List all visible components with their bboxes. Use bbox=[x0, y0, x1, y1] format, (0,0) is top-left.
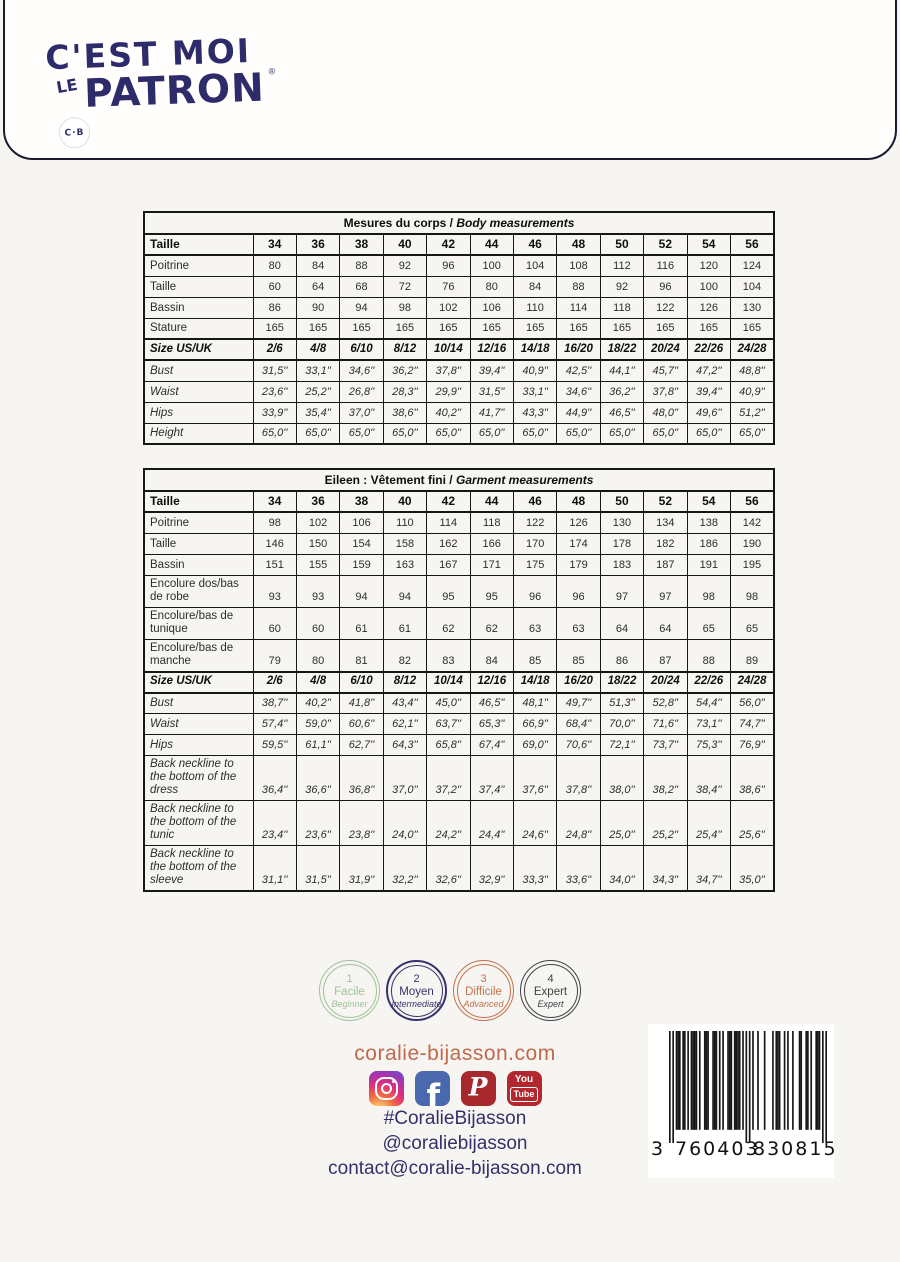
instagram-camera-lens bbox=[381, 1083, 392, 1094]
barcode-digit-first: 3 bbox=[651, 1138, 664, 1160]
hashtag-text: #CoralieBijasson bbox=[383, 1108, 527, 1129]
difficulty-levels bbox=[0, 960, 900, 1021]
pinterest-p-glyph: P bbox=[468, 1072, 488, 1102]
facebook-f-glyph: f bbox=[426, 1078, 441, 1106]
garment-measurements-table: Eileen : Vêtement fini / Garment measurements Taille 34 36 38 40 42 44 46 48 50 52 54 56 Poitrine 98 102 106 110 114 118 122 126 130 134 138 142 Taille 146 150 154 158 162 166 170 174 178 182 186 190 Bassin 151 155 159 163 167 171 175 179 183 187 191 195 Encolure dos/bas de robe 93 93 94 94 95 95 96 96 97 97 98 98 Encolure/bas de tunique 60 60 61 61 62 62 63 63 64 64 65 65 Encolure/bas de manche 79 80 81 82 83 84 85 85 86 87 88 89 Size US/UK 2/6 4/8 6/10 8/12 10/14 12/16 14/18 16/20 18/22 20/24 22/26 24/28 Bust 38,7'' 40,2'' 41,8'' 43,4'' 45,0'' 46,5'' 48,1'' 49,7'' 51,3'' 52,8'' 54,4'' 56,0'' Waist 57,4'' 59,0'' 60,6'' 62,1'' 63,7'' 65,3'' 66,9'' 68,4'' 70,0'' 71,6'' 73,1'' 74,7'' Hips 59,5'' 61,1'' 62,7'' 64,3'' 65,8'' 67,4'' 69,0'' 70,6'' 72,1'' 73,7'' 75,3'' 76,9'' Back neckline to the bottom of the dress 36,4'' 36,6'' 36,8'' 37,0'' 37,2'' 37,4'' 37,6'' 37,8'' 38,0'' 38,2'' 38,4'' 38,6'' Back neckline to the bottom of the tunic 23,4'' 23,6'' 23,8'' 24,0'' 24,2'' 24,4'' 24,6'' 24,8'' 25,0'' 25,2'' 25,4'' 25,6'' Back neckline to the bottom of the sleeve 31,1'' 31,5'' 31,9'' 32,2'' 32,6'' 32,9'' 33,3'' 33,6'' 34,0'' 34,3'' 34,7'' 35,0'' bbox=[143, 468, 775, 892]
level-badge-intermediate-selected bbox=[386, 960, 447, 1021]
brand-logo-le: LE bbox=[54, 74, 79, 98]
contact-email[interactable]: contact@coralie-bijasson.com bbox=[328, 1158, 582, 1179]
brand-stamp-seal: C·B bbox=[58, 117, 90, 149]
brand-logo-line2 bbox=[46, 65, 287, 118]
barcode-digits-right: 830815 bbox=[753, 1138, 838, 1160]
body-measurements-table: Mesures du corps / Body measurements Taille 34 36 38 40 42 44 46 48 50 52 54 56 Poitrine 80 84 88 92 96 100 104 108 112 116 120 124 Taille 60 64 68 72 76 80 84 88 92 96 100 104 Bassin 86 90 94 98 102 106 110 114 118 122 126 130 Stature 165 165 165 165 165 165 165 165 165 165 165 165 Size US/UK 2/6 4/8 6/10 8/12 10/14 12/16 14/18 16/20 18/22 20/24 22/26 24/28 Bust 31,5'' 33,1'' 34,6'' 36,2'' 37,8'' 39,4'' 40,9'' 42,5'' 44,1'' 45,7'' 47,2'' 48,8'' Waist 23,6'' 25,2'' 26,8'' 28,3'' 29,9'' 31,5'' 33,1'' 34,6'' 36,2'' 37,8'' 39,4'' 40,9'' Hips 33,9'' 35,4'' 37,0'' 38,6'' 40,2'' 41,7'' 43,3'' 44,9'' 46,5'' 48,0'' 49,6'' 51,2'' Height 65,0'' 65,0'' 65,0'' 65,0'' 65,0'' 65,0'' 65,0'' 65,0'' 65,0'' 65,0'' 65,0'' 65,0'' bbox=[143, 211, 775, 445]
youtube-tube-text: Tube bbox=[510, 1087, 539, 1102]
barcode bbox=[648, 1024, 838, 1178]
level-name-fr: Moyen bbox=[399, 985, 434, 998]
brand-logo-line1: C'EST MOI bbox=[44, 31, 252, 78]
youtube-icon[interactable] bbox=[507, 1071, 542, 1106]
level-name-en: Advanced bbox=[463, 998, 504, 1009]
level-number: 2 bbox=[413, 972, 420, 985]
barcode-digits bbox=[648, 1136, 838, 1162]
youtube-you-text: You bbox=[514, 1074, 534, 1085]
barcode-bars bbox=[669, 1031, 827, 1143]
level-name-en: Intermediate bbox=[391, 998, 442, 1009]
level-name-en: Expert bbox=[537, 998, 564, 1009]
level-badge-expert bbox=[520, 960, 581, 1021]
level-number: 4 bbox=[547, 972, 554, 985]
level-name-fr: Expert bbox=[533, 985, 568, 998]
website-link[interactable]: coralie-bijasson.com bbox=[354, 1042, 556, 1065]
level-name-en: Beginner bbox=[331, 998, 368, 1009]
brand-logo bbox=[44, 30, 288, 139]
facebook-icon[interactable] bbox=[415, 1071, 450, 1106]
level-number: 1 bbox=[346, 972, 353, 985]
level-name-fr: Facile bbox=[334, 985, 365, 998]
instagram-camera-flash bbox=[392, 1080, 395, 1083]
barcode-digits-left: 760403 bbox=[675, 1138, 760, 1160]
level-name-fr: Difficile bbox=[465, 985, 502, 998]
level-badge-beginner bbox=[319, 960, 380, 1021]
level-number: 3 bbox=[480, 972, 487, 985]
registered-mark: ® bbox=[268, 66, 276, 77]
social-handle-text: @coraliebijasson bbox=[382, 1133, 528, 1154]
instagram-icon[interactable] bbox=[369, 1071, 404, 1106]
level-badge-advanced bbox=[453, 960, 514, 1021]
brand-logo-patron: PATRON bbox=[83, 65, 266, 117]
pinterest-icon[interactable] bbox=[461, 1071, 496, 1106]
